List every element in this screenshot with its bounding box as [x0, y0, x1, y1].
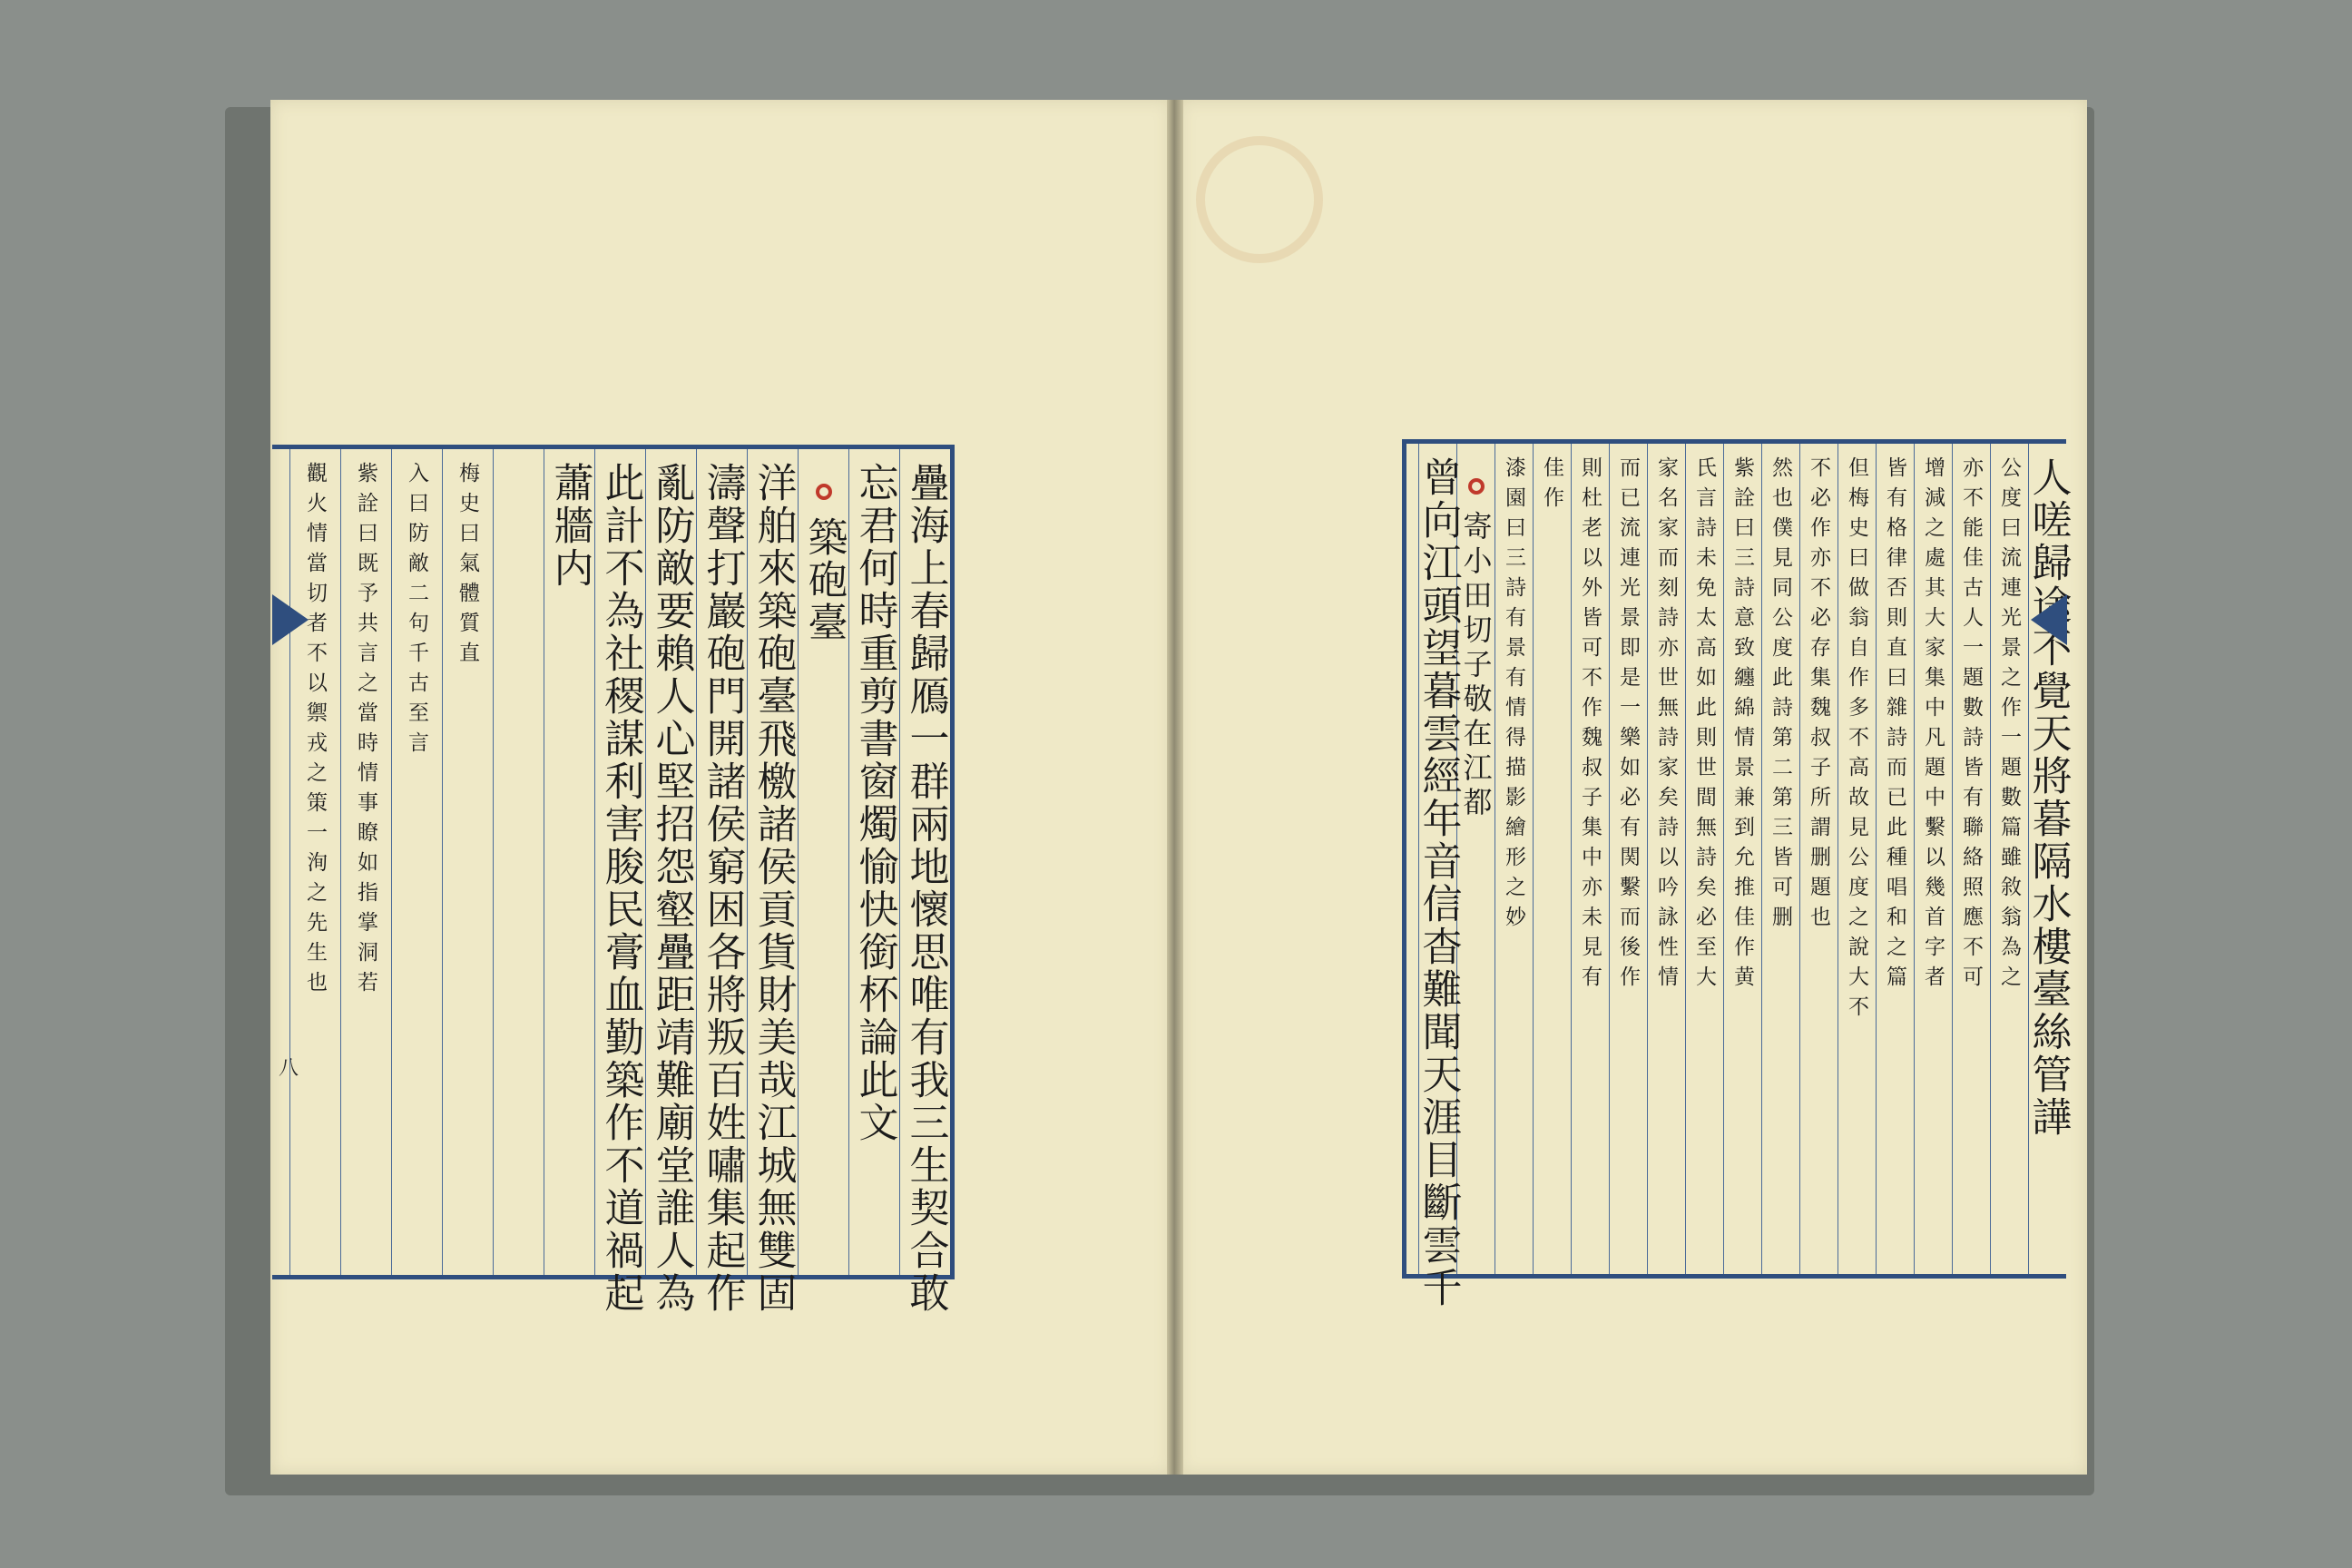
right_page-column: [1990, 444, 2028, 1274]
right_page-column: [1876, 444, 1914, 1274]
left_page-column-text: 濤聲打巖砲門開諸侯窮困各將叛百姓嘯集起作: [699, 462, 746, 1315]
right_page-column: [1571, 444, 1609, 1274]
right_page-column-text: 曾向江頭望暮雲經年音信杳難聞天涯目斷雲千: [1415, 456, 1462, 1309]
right_page-column: [1914, 444, 1952, 1274]
right-text-frame: [1402, 439, 2072, 1309]
right_page-column-text: 然也僕見同公度此詩第二第三皆可删: [1769, 456, 1792, 936]
right_page-column-text: 增減之處其大家集中凡題中繫以幾首字者: [1921, 456, 1945, 995]
right_page-column-text: 人嗟歸途不覺天將暮隔水樓臺絲管譁: [2024, 456, 2072, 1139]
left_page-column-text: 忘君何時重剪書窗燭愉快銜杯論此文: [851, 462, 898, 1144]
right_page-column: [1952, 444, 1990, 1274]
left_page-column: [442, 449, 493, 1275]
right_page-column-text: 家名家而刻詩亦世無詩家矣詩以吟詠性情: [1654, 456, 1678, 995]
right_page-column-text: 佳作: [1540, 456, 1563, 516]
left_page-column-text: 觀火情當切者不以禦戎之策一洵之先生也: [303, 462, 327, 1001]
right_page-column: [1647, 444, 1685, 1274]
left_page-column: [747, 449, 798, 1315]
left_page-column: [899, 449, 950, 1315]
right_page-column-text: 而已流連光景即是一樂如必有関繫而後作: [1616, 456, 1640, 995]
right_page-column: [1723, 444, 1761, 1274]
right_page-column: [1685, 444, 1723, 1274]
right_page-column-text: 公度曰流連光景之作一題數篇雖敘翁為之: [1997, 456, 2021, 995]
left_page-column: [391, 449, 442, 1275]
left_page-column-text: 洋舶來築砲臺飛檄諸侯貢貨財美哉江城無雙固: [750, 462, 797, 1315]
left_page-column-text: 入曰防敵二句千古至言: [405, 462, 428, 761]
right_page-column-text: 不必作亦不必存集魏叔子所謂删題也: [1807, 456, 1830, 936]
right_page-column-text: 但梅史曰做翁自作多不高故見公度之說大不: [1845, 456, 1868, 1025]
right_page-column: [1799, 444, 1838, 1274]
page-folio: 八: [278, 1057, 299, 1080]
fishtail-right-icon: [2031, 594, 2067, 645]
left_page-column: [798, 449, 848, 1275]
left_page-column-text: 亂防敵要賴人心堅招怨壑疊距靖難廟堂誰人為: [648, 462, 695, 1315]
right_page-column: [1494, 444, 1533, 1274]
left_page-column-text: 此計不為社稷謀利害朘民膏血勤築作不道禍起: [597, 462, 644, 1315]
left_page-column-text: 紫詮曰既予共言之當時情事瞭如指掌洞若: [354, 462, 377, 1001]
right_page-column: [1415, 444, 1462, 1309]
right_page-column-text: 寄小田切子敬在江都: [1458, 511, 1494, 821]
left_page-column-text: 疊海上春歸鴈一群兩地懷思唯有我三生契合敢: [902, 462, 949, 1315]
right_page-column: [2024, 444, 2072, 1274]
left_page-column-text: 梅史曰氣體質直: [456, 462, 479, 671]
right_page-column-text: 皆有格律否則直曰雜詩而已此種唱和之篇: [1883, 456, 1906, 995]
right_page-column-text: 漆園曰三詩有景有情得描影繪形之妙: [1502, 456, 1525, 936]
right_page-column: [1533, 444, 1571, 1274]
right_page-column-text: 則杜老以外皆可不作魏叔子集中亦未見有: [1578, 456, 1602, 995]
right_page-column: [1761, 444, 1799, 1274]
left_page-column: [544, 449, 594, 1275]
left_page-column-text: 蕭牆内: [546, 462, 593, 590]
left_page-column: [340, 449, 391, 1275]
left-text-frame: [272, 445, 955, 1315]
right_page-column: [1838, 444, 1876, 1274]
left_page-column: [645, 449, 696, 1315]
left_page-column: [696, 449, 747, 1315]
book-gutter: [1167, 100, 1183, 1475]
right_page-column: [1609, 444, 1647, 1274]
left_page-column: [848, 449, 899, 1275]
right_page-column-text: 氏言詩未免太高如此則世間無詩矣必至大: [1692, 456, 1716, 995]
left_page-column: [594, 449, 645, 1315]
red-circle-mark-icon: [816, 484, 832, 500]
fishtail-left-icon: [272, 594, 309, 645]
paper-stain: [1196, 136, 1323, 263]
red-circle-mark-icon: [1468, 478, 1485, 495]
left_page-column-text: 築砲臺: [800, 516, 848, 644]
left_page-column: [493, 449, 544, 1275]
right_page-column-text: 紫詮曰三詩意致纏綿情景兼到允推佳作黄: [1730, 456, 1754, 995]
right_page-column-text: 亦不能佳古人一題數詩皆有聯絡照應不可: [1959, 456, 1983, 995]
left_page-column: [289, 449, 340, 1275]
